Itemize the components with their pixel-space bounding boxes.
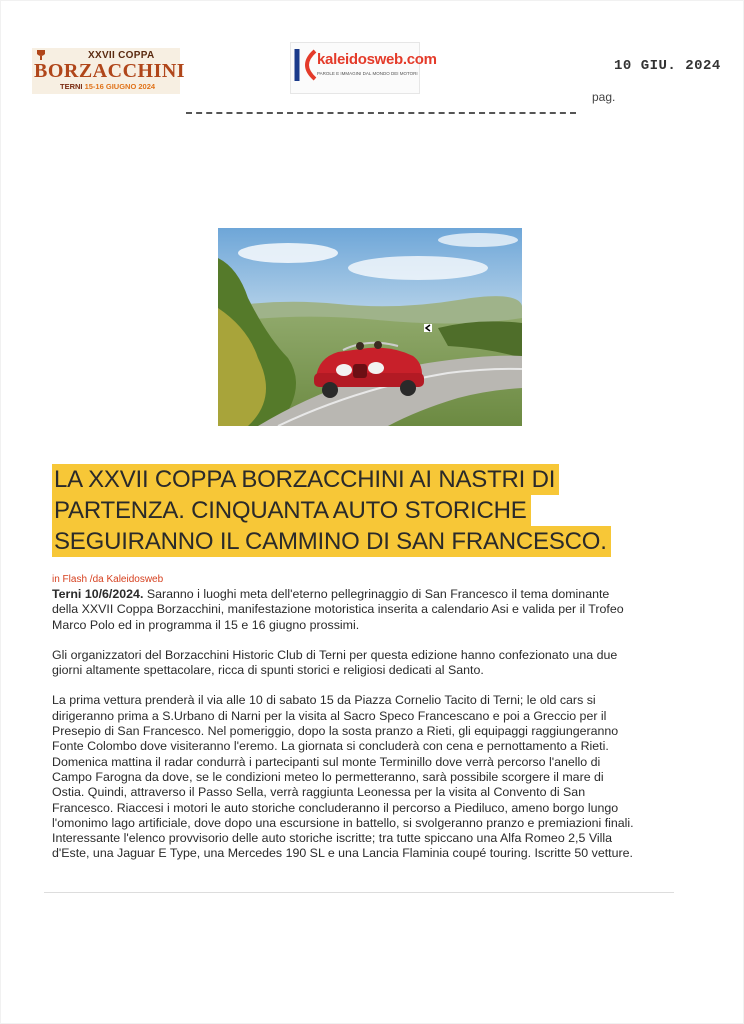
headline-line: LA XXVII COPPA BORZACCHINI AI NASTRI DI (52, 464, 559, 495)
vintage-car-photo (218, 228, 522, 426)
divider (44, 892, 674, 893)
headline-line: PARTENZA. CINQUANTA AUTO STORICHE (52, 495, 531, 526)
kaleidosweb-k-icon (293, 47, 317, 83)
article-headline (52, 464, 632, 557)
article-paragraph-1-text: Saranno i luoghi meta dell'eterno pellegrinaggio di San Francesco il tema dominante della XXVII Coppa Borzacchini, manifestazione motoristica inserita a calendario Asi e valida per il Trofeo Marco Polo ed in programma il 15 e 16 giugno prossimi. (52, 587, 624, 632)
headline-line: SEGUIRANNO IL CAMMINO DI SAN FRANCESCO. (52, 526, 611, 557)
kaleidosweb-tagline: PAROLE E IMMAGINI DAL MONDO DEI MOTORI (317, 71, 418, 76)
logo-borzacchini-text: BORZACCHINI (34, 60, 186, 82)
trophy-icon (34, 50, 48, 60)
logo-coppa-text: XXVII COPPA (88, 50, 155, 61)
kaleidosweb-name: kaleidosweb.com (317, 51, 437, 68)
article-dateline: Terni 10/6/2024. (52, 587, 144, 601)
article-paragraph-1 (52, 587, 636, 633)
page-number-line (186, 112, 576, 114)
logo-city: TERNI (60, 82, 83, 91)
article-paragraph-3: La prima vettura prenderà il via alle 10 di sabato 15 da Piazza Cornelio Tacito di Terni; le old cars si dirigeranno prima a S.Urbano di Narni per la visita al Sacro Speco Francescano e poi a Greccio per il Presepio di San Francesco. Nel pomeriggio, dopo la sosta pranzo a Rieti, gli equipaggi raggiungeranno Fonte Colombo dove visiteranno l'eremo. La giornata si concluderà con cena e pernottamento a Rieti. Domenica mattina il radar condurrà i partecipanti sul monte Terminillo dove verrà percorso l'anello di Campo Farogna da dove, se le condizioni meteo lo permetteranno, sarà possibile scorgere il mare di Ostia. Quindi, attraverso il Passo Sella, verrà raggiunta Leonessa per la visita al Convento di San Francesco. Riaccesi i motori le auto storiche concluderanno il percorso a Piediluco, ameno borgo lungo l'omonimo lago artificiale, dove dopo una escursione in battello, si svolgeranno pranzo e premiazioni finali. Interessante l'elenco provvisorio delle auto storiche iscritte; tra tutte spiccano una Alfa Romeo 2,5 Villa d'Este, una Jaguar E Type, una Mercedes 190 SL e una Lancia Flaminia coupé touring. Iscritte 50 vetture. (52, 693, 634, 861)
received-date-stamp: 10 GIU. 2024 (614, 58, 721, 74)
page-label: pag. (592, 90, 616, 104)
logo-dates (60, 82, 155, 91)
article-source: in Flash /da Kaleidosweb (52, 574, 164, 585)
article-body (52, 587, 636, 877)
borzacchini-logo (32, 48, 186, 94)
photo-image (218, 228, 522, 426)
logo-event-dates: 15-16 GIUGNO 2024 (84, 82, 156, 91)
kaleidosweb-logo (290, 42, 437, 94)
article-paragraph-2: Gli organizzatori del Borzacchini Historic Club di Terni per questa edizione hanno confezionato una due giorni altamente spettacolare, ricca di spunti storici e religiosi dedicati al Santo. (52, 647, 618, 678)
